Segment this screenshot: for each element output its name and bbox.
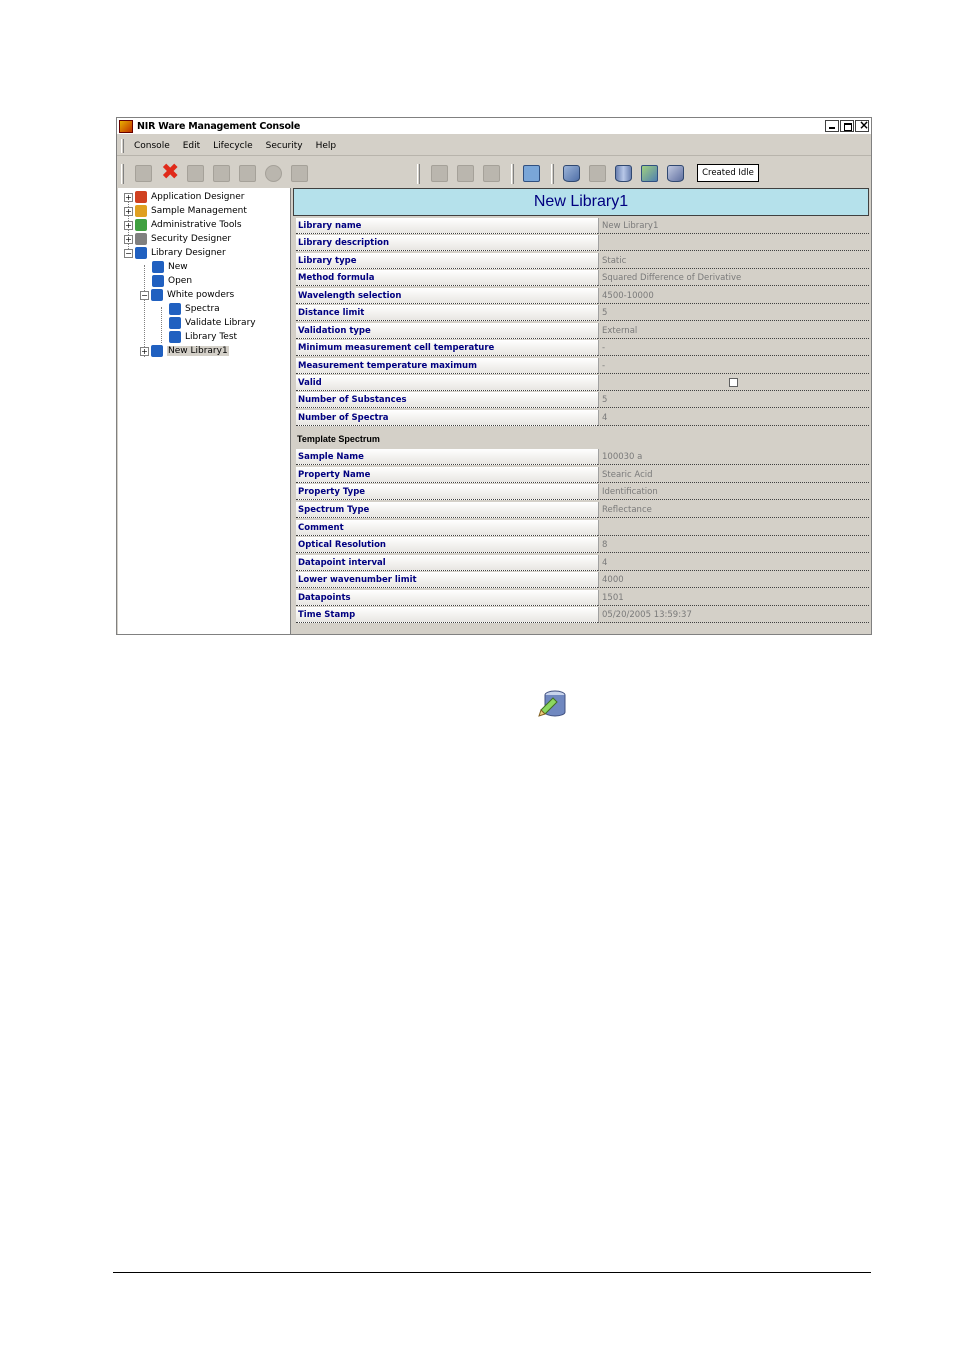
property-row[interactable]: [296, 235, 869, 251]
menu-console[interactable]: Console: [134, 140, 170, 151]
save-all-icon[interactable]: [213, 165, 230, 182]
property-label: Library type: [296, 253, 598, 269]
tree-item-label: Library Designer: [151, 248, 226, 258]
puzzle-icon: [151, 289, 163, 301]
property-row[interactable]: [296, 323, 869, 339]
clipboard-icon[interactable]: [589, 165, 606, 182]
menu-help[interactable]: Help: [315, 140, 337, 151]
property-row[interactable]: [296, 375, 869, 391]
property-row[interactable]: [296, 358, 869, 374]
tree-item-white-powders[interactable]: [140, 288, 234, 302]
puzzle-icon: [135, 247, 147, 259]
save-icon[interactable]: [187, 165, 204, 182]
puzzle-icon: [135, 205, 147, 217]
template-property-row[interactable]: [296, 572, 869, 588]
collapse-icon[interactable]: −: [141, 290, 148, 300]
management-console-window: [116, 117, 872, 635]
property-row[interactable]: [296, 410, 869, 426]
property-label: Lower wavenumber limit: [296, 572, 598, 588]
template-property-row[interactable]: [296, 520, 869, 536]
toolbar-grip[interactable]: [121, 164, 124, 184]
property-label: Optical Resolution: [296, 537, 598, 553]
tree-item-label: Open: [168, 276, 193, 286]
property-label: Property Name: [296, 467, 598, 483]
property-value[interactable]: 5: [598, 305, 869, 321]
paste-icon[interactable]: [483, 165, 500, 182]
property-value[interactable]: 100030 a: [598, 449, 869, 465]
tree-item-label: Sample Management: [151, 206, 247, 216]
tree-item-label: New: [168, 262, 188, 272]
property-value[interactable]: 5: [598, 392, 869, 408]
property-label: Validation type: [296, 323, 598, 339]
template-section-title: Template Spectrum: [297, 434, 380, 444]
property-value[interactable]: [598, 520, 869, 536]
puzzle-icon: [169, 317, 181, 329]
property-label: Wavelength selection: [296, 288, 598, 304]
menu-edit[interactable]: Edit: [182, 140, 201, 151]
template-property-row[interactable]: [296, 484, 869, 500]
puzzle-icon: [152, 261, 164, 273]
print-icon[interactable]: [239, 165, 256, 182]
edit-library-icon: [537, 688, 569, 720]
property-value[interactable]: 8: [598, 537, 869, 553]
tree-item-label: Library Test: [185, 332, 238, 342]
tree-item-label: Application Designer: [151, 192, 245, 202]
puzzle-icon: [169, 303, 181, 315]
puzzle-icon: [135, 191, 147, 203]
tree-item-sample-management[interactable]: [124, 204, 247, 218]
tree-item-new[interactable]: [152, 260, 188, 274]
export-icon[interactable]: [641, 165, 658, 182]
toolbar-separator-2: [551, 164, 554, 184]
toolbar-grip-2[interactable]: [417, 164, 420, 184]
puzzle-icon: [135, 219, 147, 231]
property-row[interactable]: [296, 253, 869, 269]
property-label: Measurement temperature maximum: [296, 358, 598, 374]
preview-icon[interactable]: [291, 165, 308, 182]
property-row[interactable]: [296, 218, 869, 234]
toolbar: [117, 160, 871, 188]
library-detail-panel: [293, 188, 871, 634]
tree-item-new-library1[interactable]: [140, 344, 229, 358]
property-label: Valid: [296, 375, 598, 391]
tree-item-security-designer[interactable]: [124, 232, 231, 246]
property-row[interactable]: [296, 288, 869, 304]
navigation-tree: [118, 188, 291, 634]
property-label: Library description: [296, 235, 598, 251]
property-row[interactable]: [296, 392, 869, 408]
delete-icon[interactable]: ✖: [161, 160, 180, 185]
expand-icon[interactable]: +: [125, 206, 132, 216]
expand-icon[interactable]: +: [125, 192, 132, 202]
template-property-row[interactable]: [296, 467, 869, 483]
property-label: Number of Substances: [296, 392, 598, 408]
toolbar-separator: [511, 164, 514, 184]
database-icon[interactable]: [615, 165, 632, 182]
menu-grip[interactable]: [121, 139, 124, 153]
property-row[interactable]: [296, 305, 869, 321]
property-row[interactable]: [296, 270, 869, 286]
tree-item-label: Security Designer: [151, 234, 232, 244]
expand-icon[interactable]: +: [125, 234, 132, 244]
property-label: Sample Name: [296, 449, 598, 465]
properties-icon[interactable]: [523, 165, 540, 182]
template-property-row[interactable]: [296, 555, 869, 571]
template-property-row[interactable]: [296, 502, 869, 518]
puzzle-icon: [151, 345, 163, 357]
puzzle-icon: [169, 331, 181, 343]
menu-bar: [117, 136, 871, 156]
tree-item-label: Administrative Tools: [151, 220, 242, 230]
property-value[interactable]: Stearic Acid: [598, 467, 869, 483]
property-label: Time Stamp: [296, 607, 598, 623]
window-title: NIR Ware Management Console: [137, 120, 301, 132]
status-indicator: Created Idle: [697, 164, 759, 182]
property-row[interactable]: [296, 340, 869, 356]
property-value[interactable]: 4000: [598, 572, 869, 588]
property-value[interactable]: 1501: [598, 590, 869, 606]
property-value[interactable]: -: [598, 358, 869, 374]
property-label: Property Type: [296, 484, 598, 500]
tree-guide: [161, 307, 162, 343]
title-bar[interactable]: [117, 118, 871, 134]
property-value[interactable]: 4500-10000: [598, 288, 869, 304]
property-value[interactable]: External: [598, 323, 869, 339]
expand-icon[interactable]: +: [141, 346, 148, 356]
minimize-button[interactable]: [825, 120, 839, 132]
app-icon: [119, 120, 133, 133]
tree-item-validate-library[interactable]: [169, 316, 256, 330]
property-value[interactable]: 05/20/2005 13:59:37: [598, 607, 869, 623]
property-value[interactable]: Reflectance: [598, 502, 869, 518]
property-label: Library name: [296, 218, 598, 234]
puzzle-icon: [152, 275, 164, 287]
property-value[interactable]: -: [598, 340, 869, 356]
refresh-icon[interactable]: [265, 165, 282, 182]
tree-item-label: White powders: [167, 290, 235, 300]
property-label: Minimum measurement cell temperature: [296, 340, 598, 356]
property-value[interactable]: Squared Difference of Derivative: [598, 270, 869, 286]
footer-rule: [113, 1272, 871, 1273]
property-label: Comment: [296, 520, 598, 536]
maximize-button[interactable]: [840, 120, 854, 132]
library-title: New Library1: [293, 188, 869, 216]
cut-icon[interactable]: [431, 165, 448, 182]
valid-checkbox[interactable]: [729, 378, 738, 387]
template-property-row[interactable]: [296, 607, 869, 623]
tree-item-open[interactable]: [152, 274, 192, 288]
property-label: Datapoint interval: [296, 555, 598, 571]
tree-item-application-designer[interactable]: [124, 190, 244, 204]
property-label: Spectrum Type: [296, 502, 598, 518]
remove-library-icon[interactable]: [667, 165, 684, 182]
open-icon[interactable]: [135, 165, 152, 182]
tree-item-label: New Library1: [168, 346, 228, 356]
property-value[interactable]: Static: [598, 253, 869, 269]
tree-item-label: Validate Library: [185, 318, 256, 328]
window-controls: [825, 120, 869, 132]
copy-icon[interactable]: [457, 165, 474, 182]
property-value[interactable]: [598, 235, 869, 251]
close-button[interactable]: [855, 120, 869, 132]
tree-item-label: Spectra: [185, 304, 220, 314]
property-label: Distance limit: [296, 305, 598, 321]
menu-security[interactable]: Security: [265, 140, 303, 151]
menu-lifecycle[interactable]: Lifecycle: [213, 140, 253, 151]
property-value: [598, 375, 869, 391]
puzzle-icon: [135, 233, 147, 245]
property-value[interactable]: New Library1: [598, 218, 869, 234]
property-value[interactable]: Identification: [598, 484, 869, 500]
template-property-row[interactable]: [296, 537, 869, 553]
property-value[interactable]: 4: [598, 410, 869, 426]
collapse-icon[interactable]: −: [125, 248, 132, 258]
template-property-row[interactable]: [296, 449, 869, 465]
edit-library-icon[interactable]: [563, 165, 580, 182]
property-label: Number of Spectra: [296, 410, 598, 426]
property-label: Datapoints: [296, 590, 598, 606]
property-label: Method formula: [296, 270, 598, 286]
tree-item-spectra[interactable]: [169, 302, 220, 316]
expand-icon[interactable]: +: [125, 220, 132, 230]
tree-item-administrative-tools[interactable]: [124, 218, 242, 232]
tree-item-library-test[interactable]: [169, 330, 237, 344]
template-property-row[interactable]: [296, 590, 869, 606]
tree-item-library-designer[interactable]: [124, 246, 226, 260]
property-value[interactable]: 4: [598, 555, 869, 571]
